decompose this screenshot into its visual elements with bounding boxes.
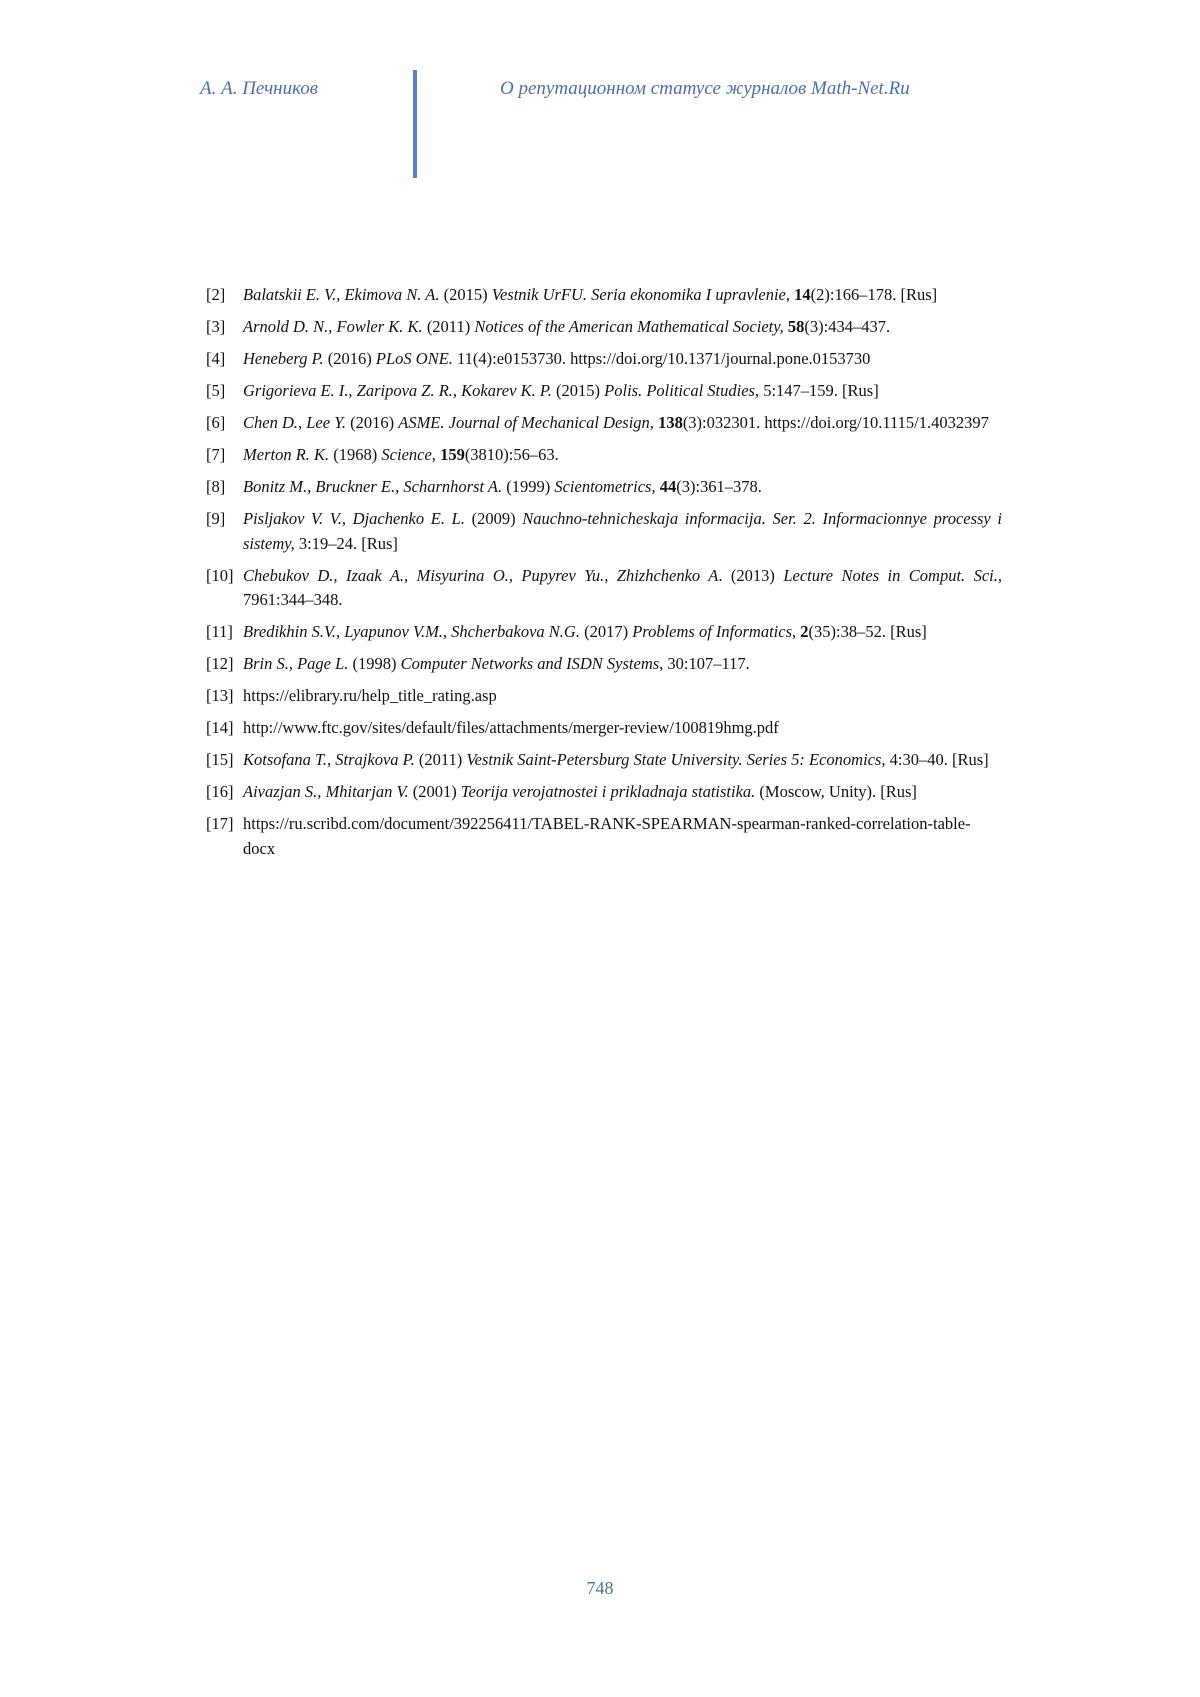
reference-text	[243, 716, 1002, 741]
reference-fragment: Grigorieva E. I., Zaripova Z. R., Kokarev K. P.	[243, 381, 552, 400]
reference-fragment: Vestnik UrFU. Seria ekonomika I upravlenie,	[491, 285, 791, 304]
reference-number: [2]	[206, 285, 226, 304]
reference-fragment: Brin S., Page L.	[243, 654, 349, 673]
reference-text	[243, 684, 1002, 709]
reference-number: [14]	[206, 718, 234, 737]
running-head-author: А. А. Печников	[200, 78, 319, 99]
reference-item	[206, 812, 1002, 861]
reference-item	[206, 347, 1002, 372]
reference-number: [11]	[206, 622, 233, 641]
reference-fragment: ASME. Journal of Mechanical Design,	[398, 413, 654, 432]
reference-fragment: (1998)	[348, 654, 401, 673]
reference-fragment: (2015)	[439, 285, 492, 304]
reference-number: [7]	[206, 445, 226, 464]
reference-item	[206, 315, 1002, 340]
reference-number: [10]	[206, 565, 234, 585]
reference-fragment: (3):032301. https://doi.org/10.1115/1.4032397	[682, 413, 989, 432]
reference-text	[243, 443, 1002, 468]
reference-number: [5]	[206, 381, 226, 400]
reference-fragment: (1999)	[502, 477, 555, 496]
reference-fragment: Computer Networks and ISDN Systems,	[400, 654, 664, 673]
reference-item	[206, 283, 1002, 308]
reference-fragment: (2001)	[408, 782, 461, 801]
reference-number: [16]	[206, 782, 234, 801]
reference-fragment: Vestnik Saint-Petersburg State University. Series 5: Economics,	[466, 750, 886, 769]
reference-fragment: Science,	[381, 445, 436, 464]
reference-fragment: (2016)	[323, 349, 376, 368]
reference-fragment: (35):38–52. [Rus]	[808, 622, 927, 641]
reference-fragment: Chen D., Lee Y.	[243, 413, 346, 432]
reference-fragment: 3:19–24. [Rus]	[294, 533, 398, 553]
reference-fragment: Pisljakov V. V., Djachenko E. L.	[243, 509, 465, 528]
reference-fragment: . (2013)	[718, 565, 784, 585]
reference-fragment: (1968)	[329, 445, 382, 464]
reference-fragment: Nauchno-tehnicheskaja informacija. Ser. 2. Informacionnye processy i sistemy,	[243, 509, 1002, 553]
reference-item	[206, 507, 1002, 556]
reference-fragment: Balatskii E. V., Ekimova N. A.	[243, 285, 440, 304]
reference-fragment: Problems of Informatics	[632, 622, 792, 641]
reference-fragment: Arnold D. N., Fowler K. K.	[243, 317, 423, 336]
reference-fragment: (2011)	[414, 750, 467, 769]
reference-fragment: Notices of the American Mathematical Society,	[474, 317, 784, 336]
reference-item	[206, 379, 1002, 404]
reference-fragment: Aivazjan S., Mhitarjan V.	[243, 782, 409, 801]
reference-text	[243, 283, 1002, 308]
reference-fragment: PLoS ONE.	[375, 349, 453, 368]
reference-item	[206, 652, 1002, 677]
reference-text	[243, 780, 1002, 805]
reference-list	[206, 283, 1002, 869]
reference-number: [8]	[206, 477, 226, 496]
reference-text	[243, 411, 1002, 436]
reference-item	[206, 748, 1002, 773]
reference-fragment: Bonitz M., Bruckner E., Scharnhorst A.	[243, 477, 503, 496]
reference-text	[243, 507, 1002, 556]
reference-number: [3]	[206, 317, 226, 336]
reference-fragment: 2	[800, 622, 809, 641]
reference-fragment: Merton R. K.	[243, 445, 330, 464]
reference-item	[206, 780, 1002, 805]
reference-text	[243, 379, 1002, 404]
reference-fragment: (2):166–178. [Rus]	[810, 285, 938, 304]
reference-fragment: Bredikhin S.V., Lyapunov V.M., Shcherbakova N.G.	[243, 622, 580, 641]
reference-number: [6]	[206, 413, 226, 432]
reference-fragment: (2017)	[579, 622, 633, 641]
reference-item	[206, 684, 1002, 709]
reference-fragment: 159	[440, 445, 465, 464]
reference-item	[206, 411, 1002, 436]
reference-text	[243, 620, 1002, 645]
reference-number: [4]	[206, 349, 226, 368]
reference-fragment: (2011)	[422, 317, 475, 336]
reference-fragment: 58	[787, 317, 805, 336]
reference-number: [9]	[206, 509, 226, 528]
reference-fragment: 44	[659, 477, 677, 496]
reference-fragment: (2009)	[464, 509, 523, 528]
reference-fragment: (3):434–437.	[804, 317, 891, 336]
reference-number: [15]	[206, 750, 234, 769]
reference-item	[206, 443, 1002, 468]
reference-text	[243, 652, 1002, 677]
reference-text	[243, 748, 1002, 773]
reference-text	[243, 475, 1002, 500]
page-number: 748	[586, 1578, 614, 1598]
reference-number: [13]	[206, 686, 234, 705]
reference-fragment: 14	[794, 285, 811, 304]
reference-text	[243, 347, 1002, 372]
reference-fragment: 7961:344–348.	[243, 590, 343, 609]
reference-fragment: Teorija verojatnostei i prikladnaja statistika.	[460, 782, 756, 801]
reference-fragment: https://elibrary.ru/help_title_rating.asp	[243, 686, 497, 705]
reference-fragment: http://www.ftc.gov/sites/default/files/attachments/merger-review/100819hmg.pdf	[243, 718, 779, 737]
reference-fragment: 11(4):e0153730. https://doi.org/10.1371/journal.pone.0153730	[452, 349, 871, 368]
reference-item	[206, 716, 1002, 741]
running-head-title: О репутационном статусе журналов Math-Net.Ru	[500, 78, 910, 99]
reference-fragment: https://ru.scribd.com/document/392256411/TABEL-RANK-SPEARMAN-spearman-ranked-correlation-table-docx	[243, 814, 971, 858]
reference-fragment: (2016)	[345, 413, 399, 432]
reference-text	[243, 812, 1002, 861]
reference-fragment: ,	[792, 622, 801, 641]
reference-fragment: Scientometrics,	[554, 477, 656, 496]
reference-text	[243, 564, 1002, 613]
reference-item	[206, 564, 1002, 613]
reference-fragment: (3810):56–63.	[464, 445, 559, 464]
reference-fragment: (2015)	[551, 381, 605, 400]
reference-item	[206, 620, 1002, 645]
reference-fragment: Polis. Political Studies,	[604, 381, 760, 400]
reference-fragment: 30:107–117.	[663, 654, 750, 673]
reference-fragment: 4:30–40. [Rus]	[885, 750, 989, 769]
reference-fragment: 138	[658, 413, 683, 432]
reference-fragment: (3):361–378.	[676, 477, 762, 496]
reference-fragment: (Moscow, Unity). [Rus]	[755, 782, 917, 801]
reference-item	[206, 475, 1002, 500]
reference-fragment: Chebukov D., Izaak A., Misyurina O., Pupyrev Yu., Zhizhchenko A	[243, 565, 719, 585]
running-head-divider	[413, 70, 417, 178]
reference-fragment: Lecture Notes in Comput. Sci.,	[783, 565, 1002, 585]
reference-number: [12]	[206, 654, 234, 673]
reference-fragment: Kotsofana T., Strajkova P.	[243, 750, 415, 769]
reference-fragment: 5:147–159. [Rus]	[759, 381, 879, 400]
reference-text	[243, 315, 1002, 340]
reference-number: [17]	[206, 814, 234, 833]
reference-fragment: Heneberg P.	[243, 349, 324, 368]
